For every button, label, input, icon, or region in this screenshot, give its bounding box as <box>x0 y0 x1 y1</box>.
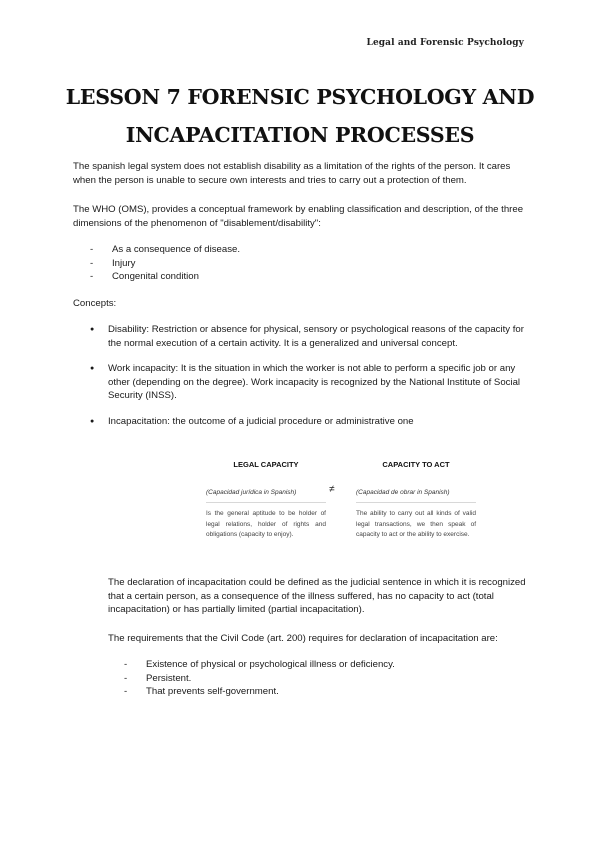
list-item: - Persistent. <box>124 672 395 686</box>
list-item: - Existence of physical or psychological illness or deficiency. <box>124 658 395 672</box>
capacity-to-act-column <box>356 460 476 541</box>
legal-capacity-subtitle: (Capacidad jurídica in Spanish) <box>206 489 326 503</box>
list-item: - As a consequence of disease. <box>90 243 240 257</box>
concept-incapacitation: ● Incapacitation: the outcome of a judicial procedure or administrative one <box>90 415 530 429</box>
legal-capacity-heading: LEGAL CAPACITY <box>233 460 299 469</box>
concepts-list <box>90 323 530 428</box>
declaration-paragraph: The declaration of incapacitation could be defined as the judicial sentence in which it is recognized that a certain person, as a consequence of the illness suffered, has no capacity to act (total incapacitation) or has partially limited (partial incapacitation). <box>108 577 526 615</box>
who-paragraph: The WHO (OMS), provides a conceptual framework by enabling classification and description, of the three dimensions of the phenomenon of "disablement/disability": <box>73 204 524 229</box>
who-list <box>90 243 240 284</box>
capacity-comparison-figure <box>200 460 500 560</box>
list-item: - Injury <box>90 257 240 271</box>
page-title <box>40 78 560 154</box>
requirements-intro: The requirements that the Civil Code (art. 200) requires for declaration of incapacitation are: <box>108 633 498 644</box>
not-equal-symbol: ≠ <box>329 484 335 495</box>
capacity-to-act-description: The ability to carry out all kinds of valid legal transactions, we then speak of capacity to act or the ability to exercise. <box>356 510 476 538</box>
concept-work-incapacity: ● Work incapacity: It is the situation in which the worker is not able to perform a specific job or any other (depending on the degree). Work incapacity is recognized by the National Institute of Social Security (INSS). <box>90 362 530 403</box>
concepts-label: Concepts: <box>73 298 117 309</box>
capacity-to-act-heading: CAPACITY TO ACT <box>382 460 450 469</box>
page-title-line-2: INCAPACITATION PROCESSES <box>125 123 475 147</box>
list-item: - That prevents self-government. <box>124 685 395 699</box>
page-title-line-1: LESSON 7 FORENSIC PSYCHOLOGY AND <box>65 85 535 109</box>
legal-capacity-column <box>206 460 326 541</box>
running-header: Legal and Forensic Psychology <box>366 38 524 48</box>
concept-disability: ● Disability: Restriction or absence for physical, sensory or psychological reasons of the capacity for the normal execution of a certain activity. It is a generalized and universal concept. <box>90 323 530 350</box>
intro-paragraph: The spanish legal system does not establish disability as a limitation of the rights of the person. It cares when the person is unable to secure own interests and tries to carry out a protection of them. <box>73 161 511 186</box>
legal-capacity-description: Is the general aptitude to be holder of legal relations, holder of rights and obligations (capacity to enjoy). <box>206 510 326 538</box>
list-item: - Congenital condition <box>90 270 240 284</box>
requirements-list <box>124 658 395 699</box>
capacity-to-act-subtitle: (Capacidad de obrar in Spanish) <box>356 489 476 503</box>
